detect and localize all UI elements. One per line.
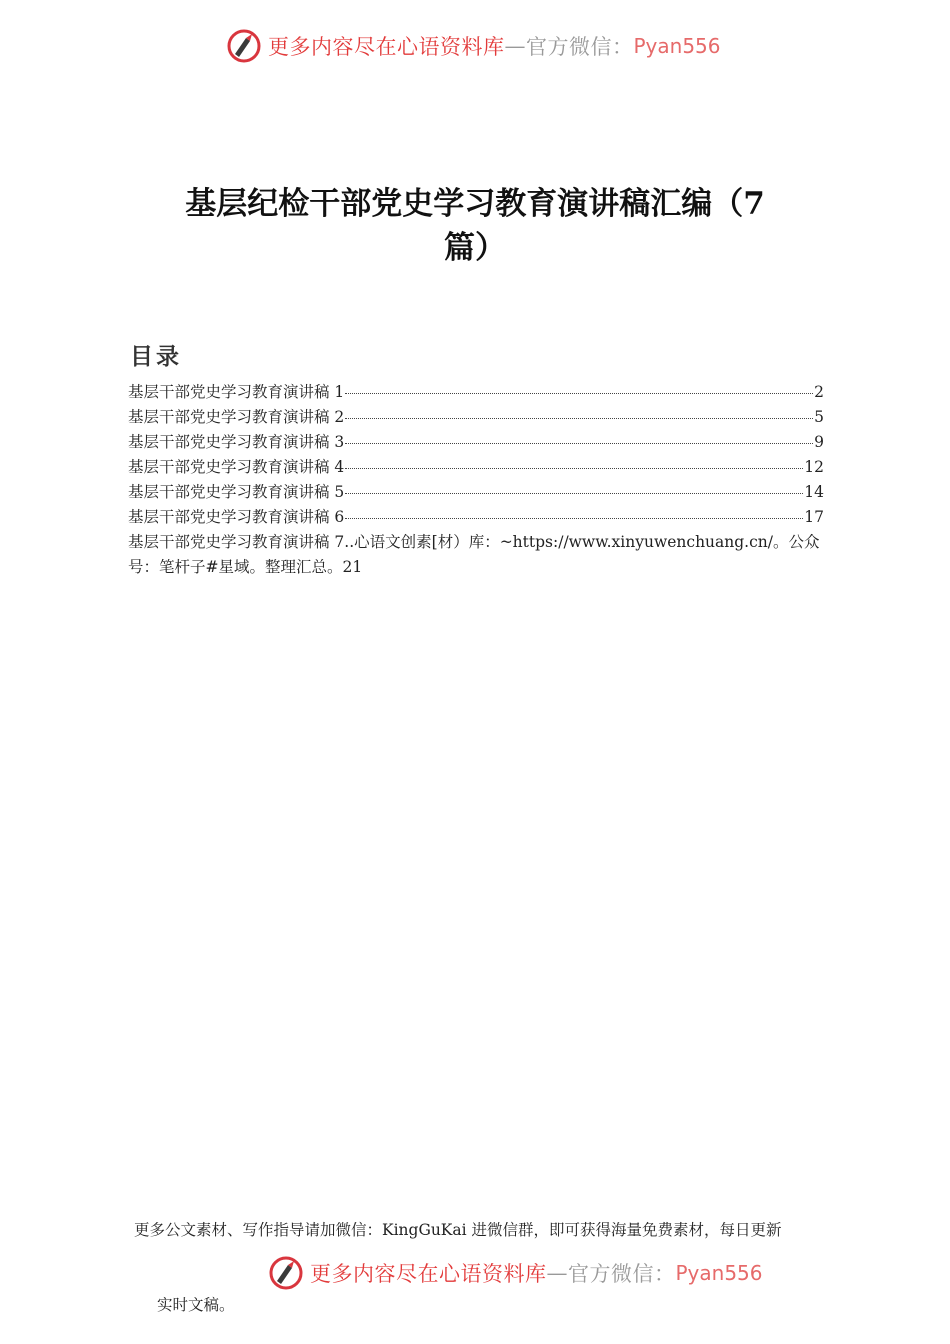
toc-entry[interactable]: [128, 430, 824, 455]
toc-entry-page: 14: [804, 483, 824, 501]
toc-entry[interactable]: [128, 505, 824, 530]
toc-entry-page: 5: [814, 408, 824, 426]
toc-entry-label: 基层干部党史学习教育演讲稿 5: [128, 483, 345, 501]
toc-entry[interactable]: [128, 380, 824, 405]
toc-entry[interactable]: [128, 405, 824, 430]
header-banner: [226, 28, 721, 64]
wechat-id: Pyan556: [633, 34, 721, 58]
toc-entry-last[interactable]: 基层干部党史学习教育演讲稿 7..心语文创素[材）库：~https://www.xinyuwenchuang.cn/。公众号：笔杆子#星域。整理汇总。21: [128, 533, 820, 576]
toc-entry-label: 基层干部党史学习教育演讲稿 1: [128, 383, 345, 401]
official-wechat-label: 官方微信：: [568, 1262, 676, 1286]
title-line-2: 篇）: [444, 230, 506, 266]
toc-dot-leader: [345, 493, 803, 494]
toc-heading: 目录: [130, 344, 182, 370]
toc-dot-leader: [345, 468, 803, 469]
brand-logo-icon: [226, 28, 262, 64]
title-line-1: 基层纪检干部党史学习教育演讲稿汇编（7: [185, 186, 765, 222]
toc-entry-page: 9: [814, 433, 824, 451]
toc-dot-leader: [345, 393, 813, 394]
footer-banner: [268, 1255, 763, 1291]
document-title: [140, 182, 810, 270]
toc-dot-leader: [345, 418, 813, 419]
brand-text: 更多内容尽在心语资料库: [310, 1262, 547, 1286]
footer-tail: 实时文稿。: [157, 1296, 235, 1314]
brand-logo-icon: [268, 1255, 304, 1291]
brand-text: 更多内容尽在心语资料库: [268, 35, 505, 59]
toc-entry[interactable]: [128, 480, 824, 505]
toc-dot-leader: [345, 518, 803, 519]
brand-separator: —: [546, 1261, 568, 1285]
wechat-id: Pyan556: [675, 1261, 763, 1285]
brand-separator: —: [504, 34, 526, 58]
toc-entry-page: 2: [814, 383, 824, 401]
toc-entry-page: 12: [804, 458, 824, 476]
toc-entry-label: 基层干部党史学习教育演讲稿 4: [128, 458, 345, 476]
table-of-contents: [128, 380, 824, 530]
toc-entry[interactable]: [128, 455, 824, 480]
toc-entry-label: 基层干部党史学习教育演讲稿 2: [128, 408, 345, 426]
toc-entry-page: 17: [804, 508, 824, 526]
footer-note: 更多公文素材、写作指导请加微信：KingGuKai 进微信群，即可获得海量免费素材，每日更新: [134, 1221, 782, 1239]
toc-dot-leader: [345, 443, 813, 444]
official-wechat-label: 官方微信：: [526, 35, 634, 59]
toc-entry-label: 基层干部党史学习教育演讲稿 3: [128, 433, 345, 451]
toc-entry-label: 基层干部党史学习教育演讲稿 6: [128, 508, 345, 526]
